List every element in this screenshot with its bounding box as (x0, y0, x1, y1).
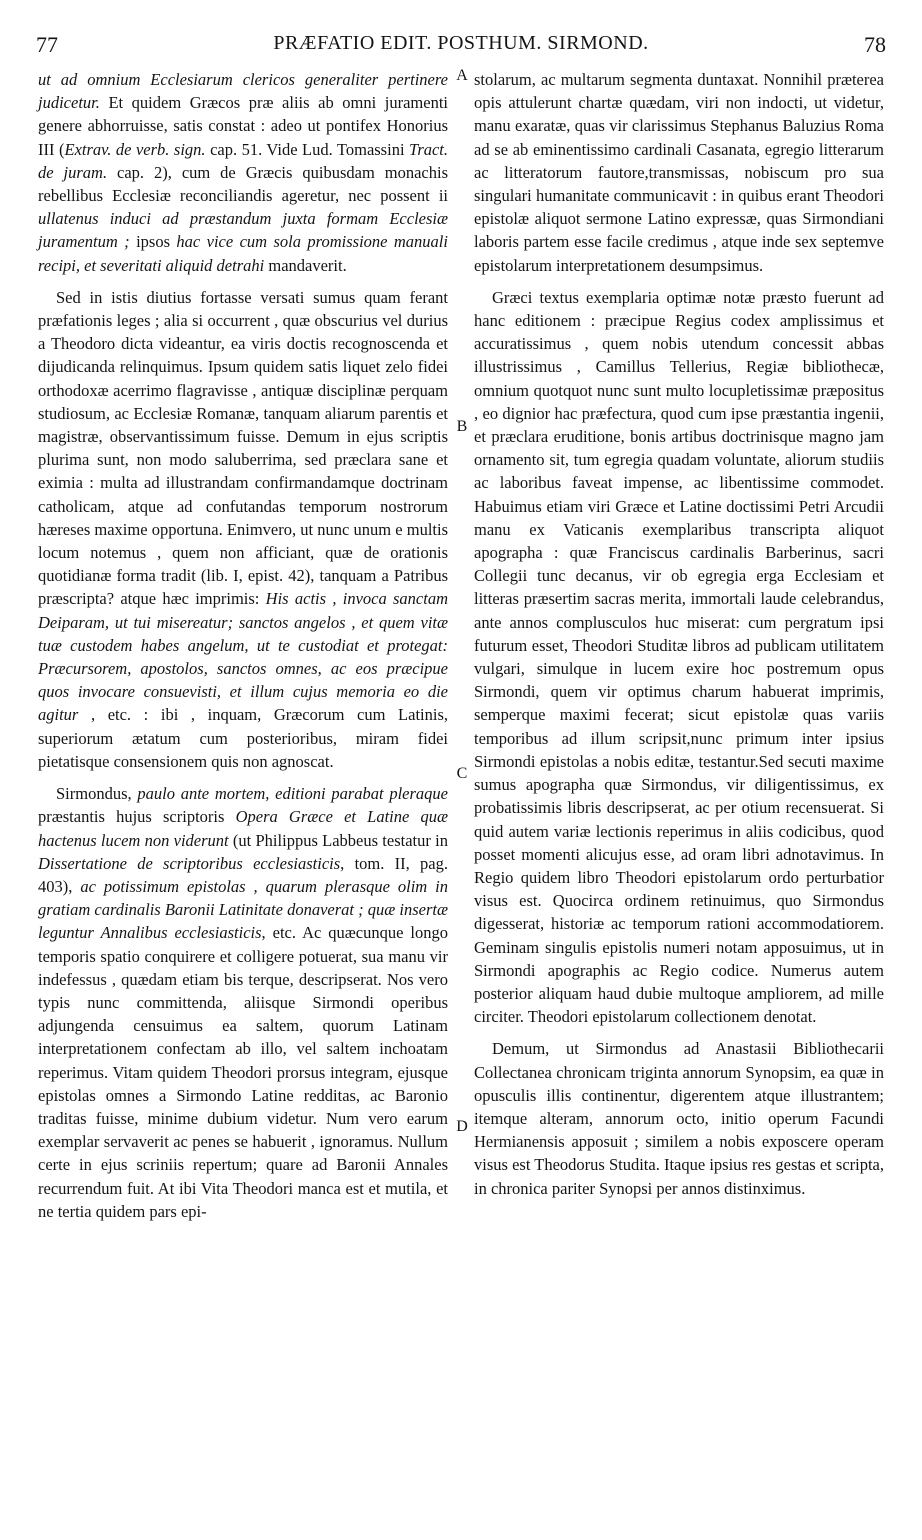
running-title: PRÆFATIO EDIT. POSTHUM. SIRMOND. (273, 32, 649, 54)
margin-letter-c: C (456, 765, 468, 782)
right-column (474, 68, 884, 1209)
margin-letter-b: B (456, 418, 468, 435)
left-column (38, 68, 448, 1232)
margin-letter-d: D (456, 1118, 468, 1135)
left-paragraph-1: ut ad omnium Ecclesiarum clericos generaliter pertinere judicetur. Et quidem Græcos præ aliis ab omni juramenti genere abhorruisse, satis constat : adeo ut pontifex Honorius III (Extrav. de verb. sign. cap. 51. Vide Lud. Tomassini Tract. de juram. cap. 2), cum de Græcis quibusdam monachis rebellibus Ecclesiæ reconciliandis ageretur, nec possent ii ullatenus induci ad præstandum juxta formam Ecclesiæ juramentum ; ipsos hac vice cum sola promissione manuali recipi, et severitati aliquid detrahi mandaverit. (38, 70, 449, 275)
left-paragraph-2: Sed in istis diutius fortasse versati sumus quam ferant præfationis leges ; alia si occurrent , quæ obscurius vel durius a Theodoro dicta videantur, ea viris doctis recognoscenda et dijudicanda relinquimus. Ipsum quidem satis liquet zelo fidei orthodoxæ acerrimo flagravisse , antiquæ disciplinæ perquam studiosum, ac Ecclesiæ Romanæ, tanquam aliarum parentis et magistræ, observantissimum fuisse. Demum in ejus scriptis plurima sunt, non modo saluberrima, sed præclara sane et eximia : multa ad illustrandam confirmandamque doctrinam catholicam, atque ad confutandas temporum nostrorum hæreses maxime opportuna. Enimvero, ut nunc unum e multis locum notemus , quem non afficiant, quæ de orationis quotidianæ forma tradit (lib. I, epist. 42), tanquam a Patribus præscripta? atque hæc imprimis: His actis , invoca sanctam Deiparam, ut tui misereatur; sanctos angelos , et quem vitæ tuæ custodem habes angelum, ut te custodiat et protegat: Præcursorem, apostolos, sanctos omnes, ac eos præcipue quos invocare consuevisti, et illum cujus memoria eo die agitur , etc. : ibi , inquam, Græcorum cum Latinis, superiorum ætatum cum posterioribus, miram fidei pietatisque consensionem quis non agnoscat. (38, 287, 448, 771)
right-paragraph-3: Demum, ut Sirmondus ad Anastasii Bibliothecarii Collectanea chronicam triginta annorum Synopsim, ea quæ in opusculis illis continentur, digerentem atque illustrantem; itemque alteram, annorum octo, initio operum Facundi Hermianensis apposuit ; similem a nobis exposcere operam visus est Theodorus Studita. Itaque ipsius res gestas et scripta, in chronica pariter Synopsi per annos distinximus. (474, 1039, 884, 1198)
margin-letter-a: A (456, 67, 468, 84)
right-paragraph-1: stolarum, ac multarum segmenta duntaxat. Nonnihil præterea opis attulerunt chartæ quædam, viri non indocti, ut videtur, manu exaratæ, quas vir clarissimus Stephanus Baluzius Roma ad se ab eminentissimo cardinali Casanata, egregio litterarum ac litteratorum fautore,transmissas, nobiscum pro sua singulari humanitate communicavit : in quibus erant Theodori epistolæ aliquot sermone Latino expressæ, quas Sirmondiani laboris partem esse facile credimus , atque inde sex septemve epistolarum interpretationem desumpsimus. (474, 70, 884, 275)
page-number-right: 78 (864, 32, 886, 57)
page-header (36, 32, 886, 62)
page-number-left: 77 (36, 32, 58, 57)
right-paragraph-2: Græci textus exemplaria optimæ notæ præsto fuerunt ad hanc editionem : præcipue Regius codex amplissimus et accuratissimus , quem nobis utendum concessit abbas illustrissimus , Camillus Tellerius, Regiæ bibliothecæ, omnium quotquot nunc sunt multo locupletissimæ præpositus , eo dignior hac præfectura, quod cum ipse præstantia ingenii, et præclara eruditione, bonis artibus doctrinisque magno jam ornamento sit, tum egregia quadam voluntate, aliorum studiis ac laboribus faveat impense, ac libentissime commodet. Habuimus etiam viri Græce et Latine doctissimi Petri Arcudii manu ex Vaticanis exemplaribus transcripta aliquot apographa : quæ Franciscus cardinalis Barberinus, sacri Collegii tunc decanus, vir ob egregia erga Ecclesiam et litteras præsertim sacras merita, immortali laude celebrandus, ante annos complusculos huc miserat: cum pergratum ipsi futurum esset, Theodori Studitæ libros ad publicam utilitatem vulgari, simulque in lucem exire hoc postremum opus Sirmondi, quem vir optimus charum habuerat imprimis, semperque maximi fecerat; sicut epistolæ quas variis temporibus ad illum scripsit,nunc primum inter ipsius Sirmondi epistolas a nobis editæ, testantur.Sed secuti maxime sumus apographa quæ Sirmondus, vir diligentissimus, ex probatissimis libris descripserat, ac per otium recensuerat. Si quid autem variæ lectionis reperimus in aliis codicibus, quod posset momenti alicujus esse, ad oram libri adnotavimus. In Regio quidem libro Theodori epistolarum ordo perturbatior visus est. Quocirca ordinem retinuimus, quo Sirmondus digesserat, historiæ ac temporum rationi accommodatiorem. Geminam singulis epistolis numeri notam apposuimus, ut in Sirmondi apographis ac Regio codice. Numerus autem posterior aliquam haud dubie multoque ampliorem, ad mille circiter. Theodori epistolarum collectionem denotat. (474, 287, 884, 1027)
left-paragraph-3: Sirmondus, paulo ante mortem, editioni parabat pleraque præstantis hujus scriptoris Opera Græce et Latine quæ hactenus lucem non viderunt (ut Philippus Labbeus testatur in Dissertatione de scriptoribus ecclesiasticis, tom. II, pag. 403), ac potissimum epistolas , quarum plerasque olim in gratiam cardinalis Baronii Latinitate donaverat ; quæ insertæ leguntur Annalibus ecclesiasticis, etc. Ac quæcunque longo temporis spatio conquirere et colligere potuerat, sua manu vir indefessus , quædam etiam bis terque, descripserat. Nos vero typis nunc committenda, aliisque Sirmondi operibus adjungenda censuimus ea saltem, quorum Latinam interpretationem confectam ab illo, vel saltem inchoatam reperimus. Vitam quidem Theodori prorsus integram, ejusque epistolas omnes a Sirmondo Latine redditas, ac Baronio traditas fuisse, minime dubium videtur. Num vero earum exemplar servaverit ac penes se habuerit , ignoramus. Nullum certe in ejus scriniis repertum; quare ad Baronii Annales recurrendum fuit. At ibi Vita Theodori manca est et mutila, et ne tertia quidem pars epi- (38, 784, 448, 1221)
